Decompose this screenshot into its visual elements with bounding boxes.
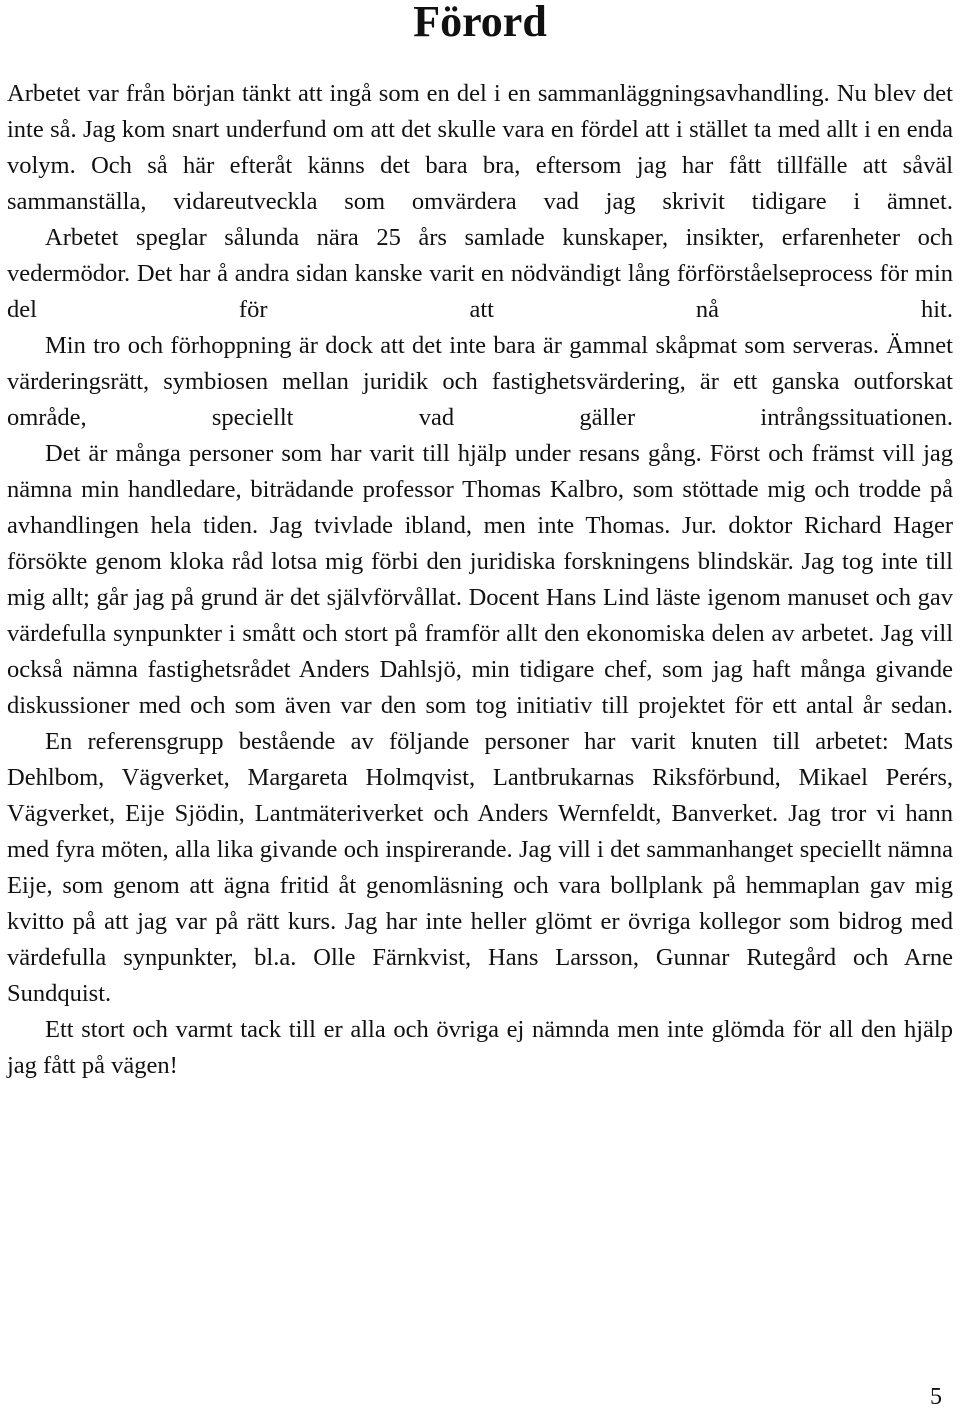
page-number: 5 [930,1384,942,1410]
paragraph-reference-group: En referensgrupp bestående av följande personer har varit knuten till arbetet: Mats Dehlbom, Vägverket, Margareta Holmqvist, Lantbrukarnas Riksförbund, Mikael Perérs, Vägverket, Eije Sjödin, Lantmäteriverket och Anders Wernfeldt, Banverket. Jag tror vi hann med fyra möten, alla lika givande och inspirerande. Jag vill i det sammanhanget speciellt nämna Eije, som genom att ägna fritid åt genomläsning och vara bollplank på hemmaplan gav mig kvitto på att jag var på rätt kurs. Jag har inte heller glömt er övriga kollegor som bidrog med värdefulla synpunkter, bl.a. Olle Färnkvist, Hans Larsson, Gunnar Rutegård och Arne Sundquist. [7,728,953,1007]
paragraph-experience: Arbetet speglar sålunda nära 25 års samlade kunskaper, insikter, erfarenheter och vedermödor. Det har å andra sidan kanske varit en nödvändigt lång förförståelseprocess för min del för att nå hit. [7,224,953,323]
body-text [7,76,953,1084]
paragraph-subject: Min tro och förhoppning är dock att det inte bara är gammal skåpmat som serveras. Ämnet värderingsrätt, symbiosen mellan juridik och fastighetsvärdering, är ett ganska outforskat område, speciellt vad gäller intrångssituationen. [7,332,953,431]
page-title: Förord [413,0,547,46]
paragraph-acknowledgements: Det är många personer som har varit till hjälp under resans gång. Först och främst vill jag nämna min handledare, biträdande professor Thomas Kalbro, som stöttade mig och trodde på avhandlingen hela tiden. Jag tvivlade ibland, men inte Thomas. Jur. doktor Richard Hager försökte genom kloka råd lotsa mig förbi den juridiska forskningens blindskär. Jag tog inte till mig allt; går jag på grund är det självförvållat. Docent Hans Lind läste igenom manuset och gav värdefulla synpunkter i smått och stort på framför allt den ekonomiska delen av arbetet. Jag vill också nämna fastighetsrådet Anders Dahlsjö, min tidigare chef, som jag haft många givande diskussioner med och som även var den som tog initiativ till projektet för ett antal år sedan. [7,440,953,719]
paragraph-closing-thanks: Ett stort och varmt tack till er alla och övriga ej nämnda men inte glömda för all den hjälp jag fått på vägen! [7,1016,953,1079]
paragraph-intro: Arbetet var från början tänkt att ingå som en del i en sammanläggningsavhandling. Nu blev det inte så. Jag kom snart underfund om att det skulle vara en fördel att i stället ta med allt i en enda volym. Och så här efteråt känns det bara bra, eftersom jag har fått tillfälle att såväl sammanställa, vidareutveckla som omvärdera vad jag skrivit tidigare i ämnet. [7,80,953,215]
